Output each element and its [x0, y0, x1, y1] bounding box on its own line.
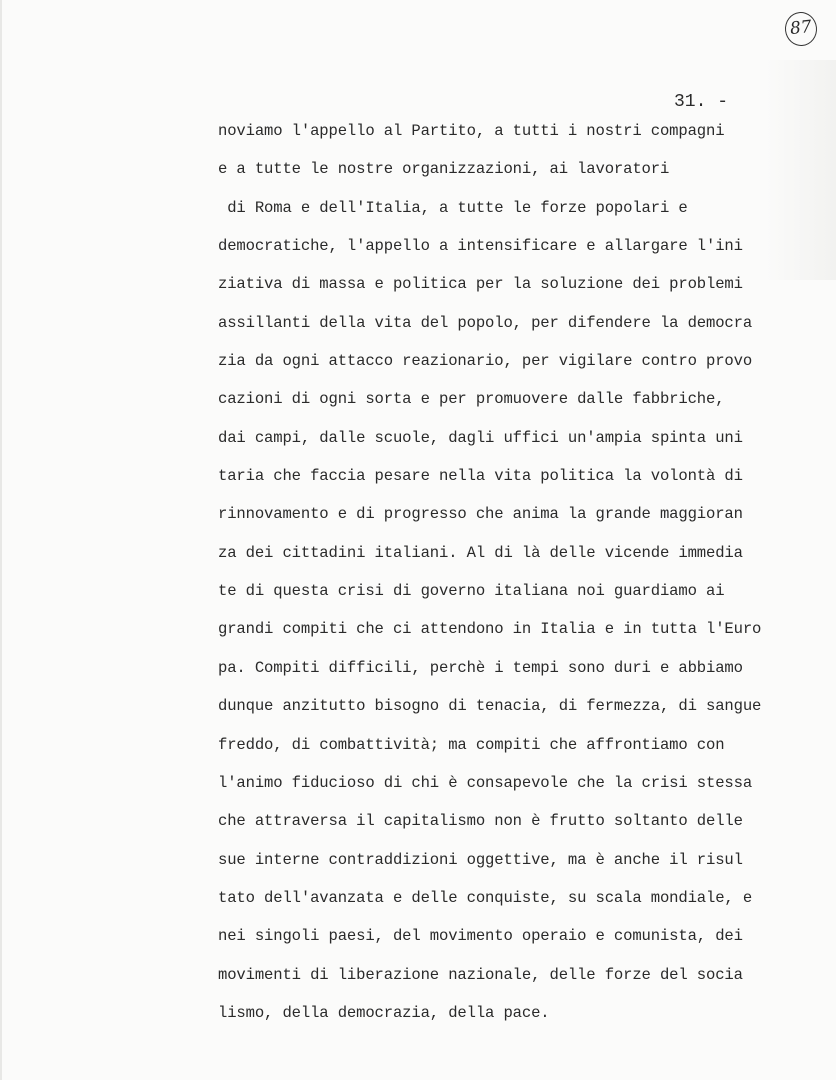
- text-line: te di questa crisi di governo italiana noi guardiamo ai: [218, 582, 725, 601]
- text-line: assillanti della vita del popolo, per difendere la democra: [218, 313, 753, 332]
- text-line: di Roma e dell'Italia, a tutte le forze popolari e: [218, 198, 688, 217]
- archive-stamp-number: 87: [783, 10, 818, 47]
- text-line: movimenti di liberazione nazionale, delle forze del socia: [218, 965, 743, 984]
- text-line: cazioni di ogni sorta e per promuovere dalle fabbriche,: [218, 390, 725, 409]
- text-line: sue interne contraddizioni oggettive, ma è anche il risul: [218, 850, 743, 869]
- text-line: noviamo l'appello al Partito, a tutti i nostri compagni: [218, 122, 725, 140]
- text-line: pa. Compiti difficili, perchè i tempi sono duri e abbiamo: [218, 658, 743, 677]
- text-line: freddo, di combattività; ma compiti che affrontiamo con: [218, 735, 725, 754]
- text-line: taria che faccia pesare nella vita politica la volontà di: [218, 467, 743, 486]
- text-line: ziativa di massa e politica per la soluzione dei problemi: [218, 275, 743, 294]
- text-line: lismo, della democrazia, della pace.: [218, 1003, 550, 1022]
- text-line: che attraversa il capitalismo non è frutto soltanto delle: [218, 812, 743, 831]
- text-line: zia da ogni attacco reazionario, per vigilare contro provo: [218, 352, 753, 371]
- text-line: l'animo fiducioso di chi è consapevole che la crisi stessa: [218, 773, 753, 792]
- page-number: 31. -: [674, 92, 729, 112]
- text-line: tato dell'avanzata e delle conquiste, su scala mondiale, e: [218, 888, 753, 907]
- text-line: nei singoli paesi, del movimento operaio e comunista, dei: [218, 927, 743, 946]
- text-line: dai campi, dalle scuole, dagli uffici un'ampia spinta uni: [218, 428, 743, 447]
- text-line: za dei cittadini italiani. Al di là delle vicende immedia: [218, 543, 743, 562]
- text-line: e a tutte le nostre organizzazioni, ai lavoratori: [218, 160, 679, 179]
- text-line: democratiche, l'appello a intensificare e allargare l'ini: [218, 237, 743, 256]
- text-line: rinnovamento e di progresso che anima la grande maggioran: [218, 505, 743, 524]
- text-line: grandi compiti che ci attendono in Italia e in tutta l'Euro: [218, 620, 762, 639]
- text-line: dunque anzitutto bisogno di tenacia, di fermezza, di sangue: [218, 697, 762, 716]
- typed-text-body: [218, 112, 808, 1032]
